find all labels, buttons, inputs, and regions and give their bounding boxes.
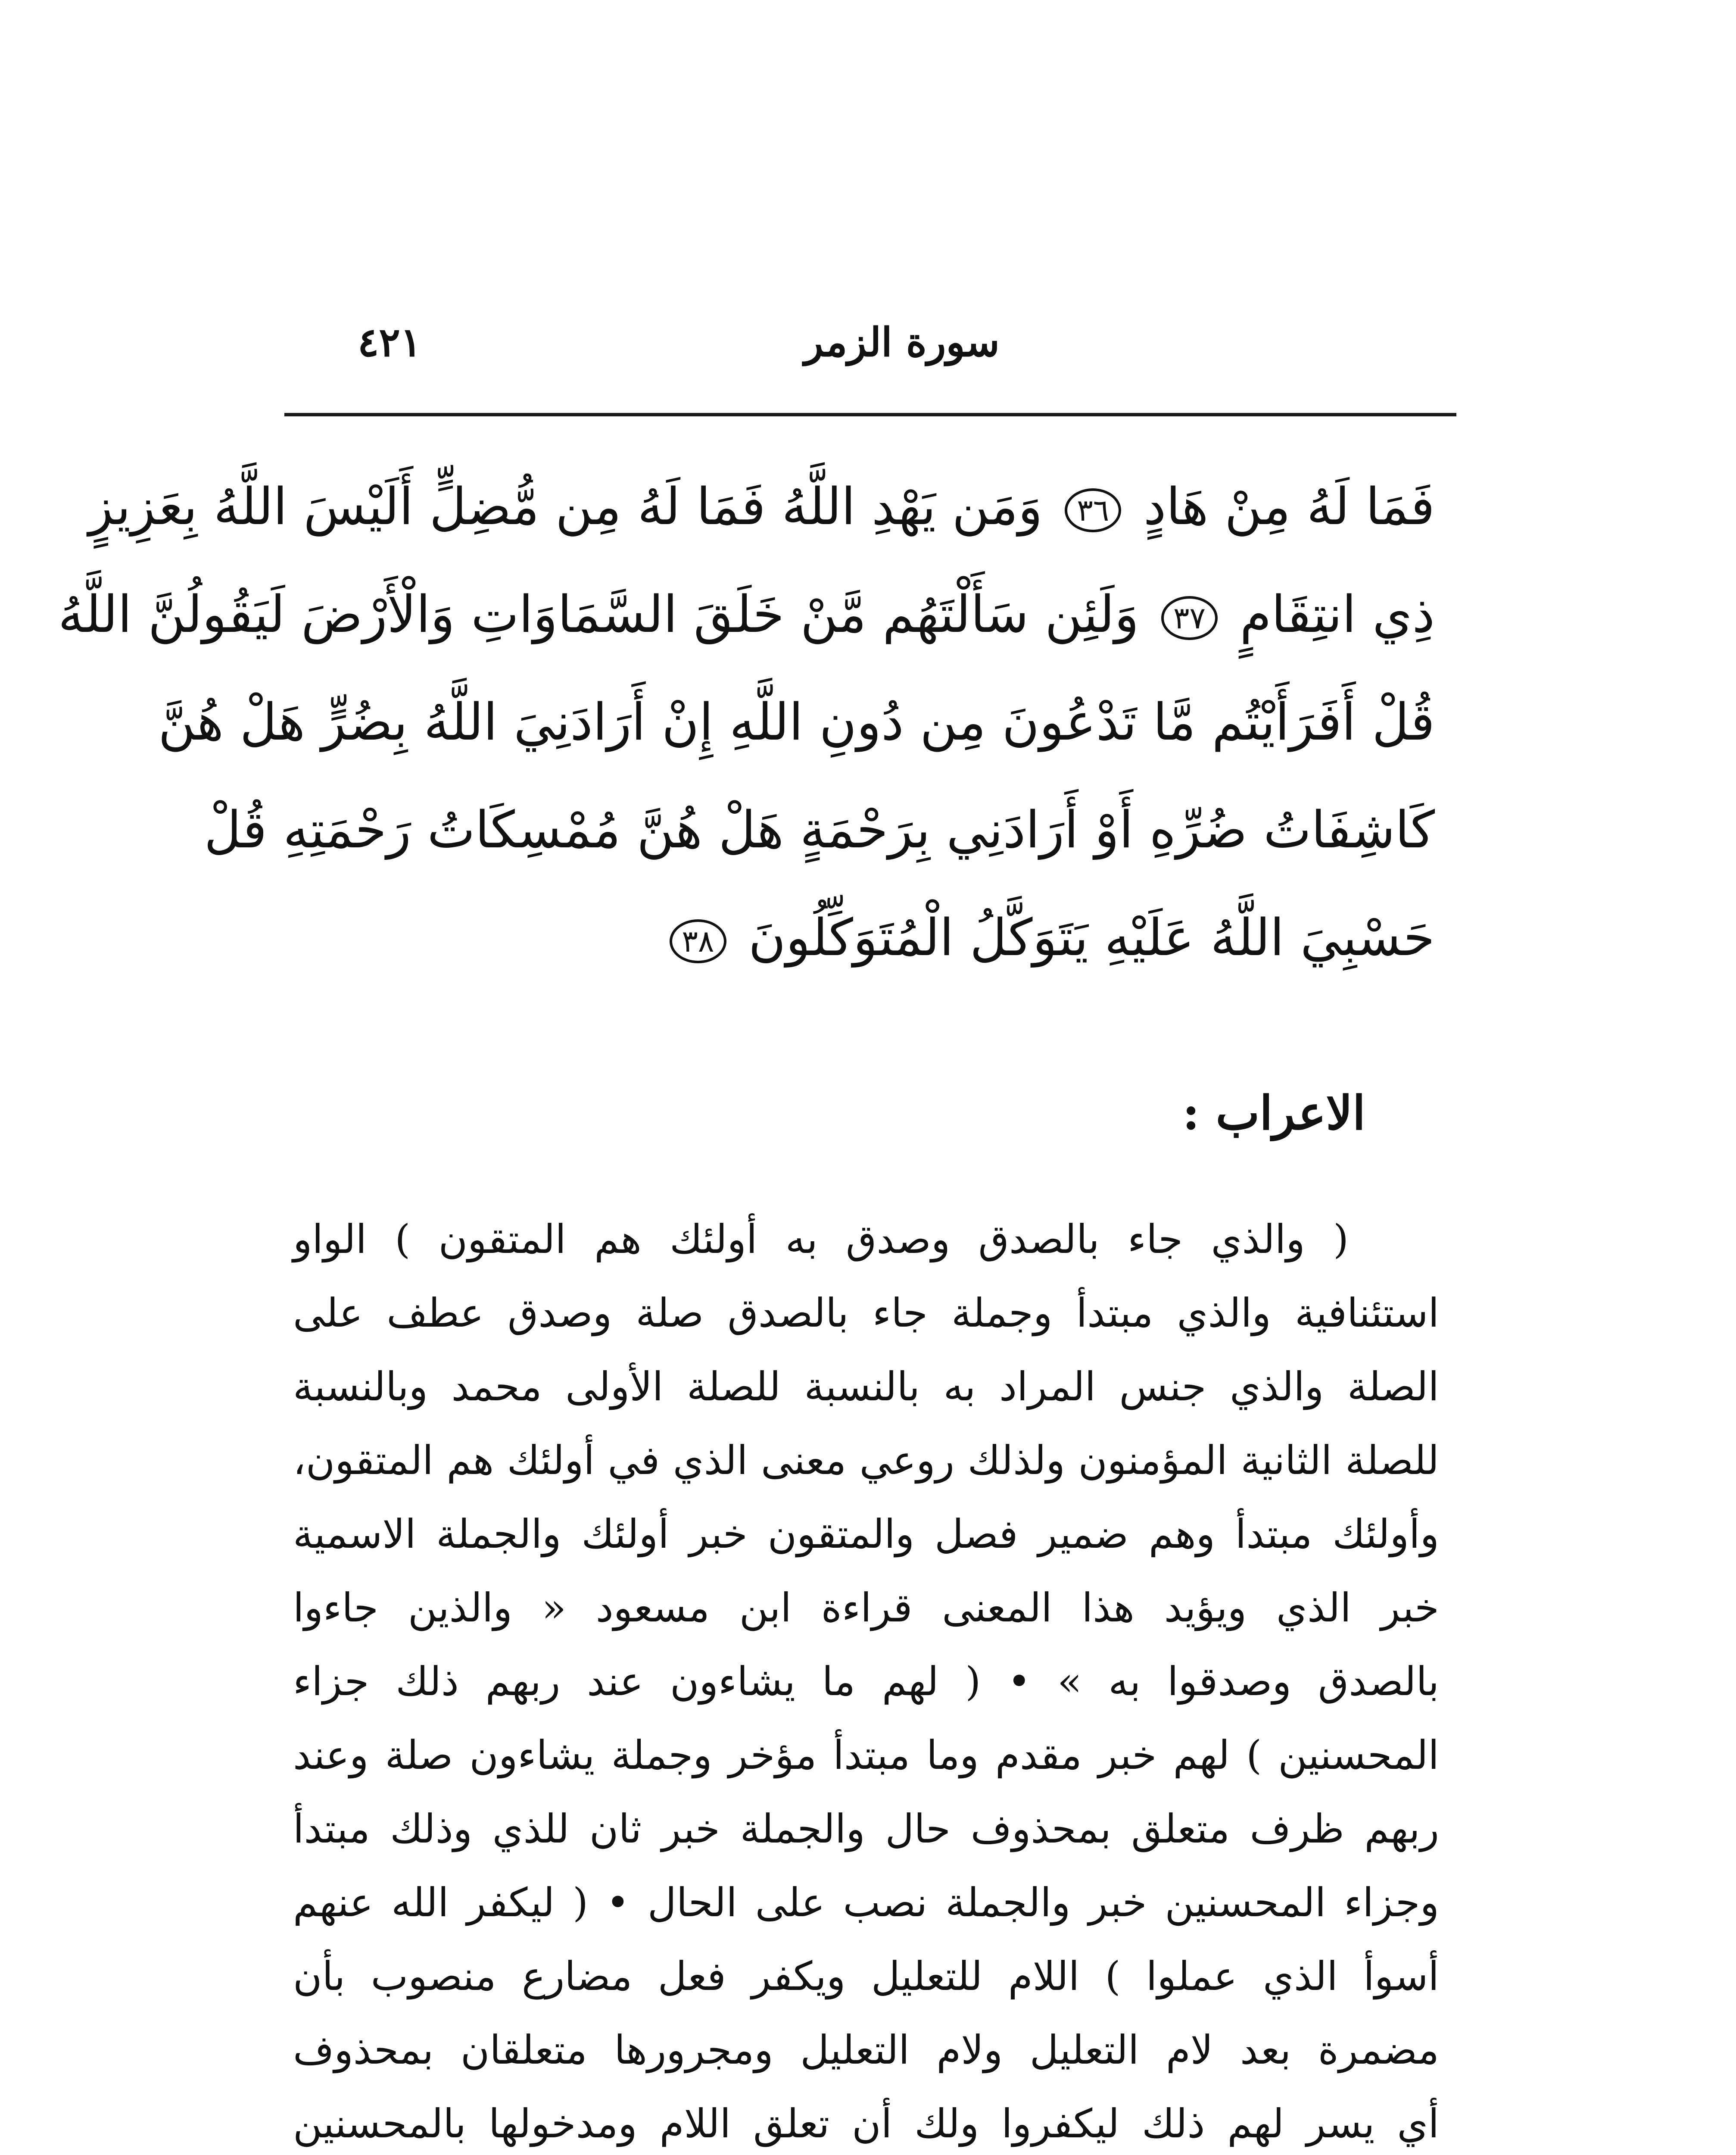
commentary-line: خبر الذي ويؤيد هذا المعنى قراءة ابن مسعود « والذين جاءوا: [293, 1585, 1439, 1631]
page-header: [353, 319, 1452, 371]
verse-text: وَلَئِن سَأَلْتَهُم مَّنْ خَلَقَ السَّمَاوَاتِ وَالْأَرْضَ لَيَقُولُنَّ اللَّهُ: [58, 584, 1139, 644]
verse-line: [88, 453, 1435, 560]
commentary-line: أسوأ الذي عملوا ) اللام للتعليل ويكفر فعل مضارع منصوب بأن: [293, 1953, 1439, 1999]
commentary-line: أي يسر لهم ذلك ليكفروا ولك أن تعلق اللام ومدخولها بالمحسنين: [293, 2101, 1439, 2147]
verse-text: فَمَا لَهُ مِنْ هَادٍ: [1143, 477, 1435, 536]
verse-line: [58, 560, 1435, 668]
ayah-number-marker: ٣٦: [1065, 488, 1121, 532]
commentary-line: استئنافية والذي مبتدأ وجملة جاء بالصدق صلة وصدق عطف على: [293, 1290, 1439, 1336]
verse-text: ذِي انتِقَامٍ: [1240, 584, 1435, 644]
commentary-line: ربهم ظرف متعلق بمحذوف حال والجملة خبر ثان للذي وذلك مبتدأ: [293, 1806, 1439, 1852]
verse-line: [204, 776, 1435, 884]
commentary-line: بالصدق وصدقوا به » • ( لهم ما يشاءون عند ربهم ذلك جزاء: [293, 1658, 1439, 1705]
commentary-line: للصلة الثانية المؤمنون ولذلك روعي معنى الذي في أولئك هم المتقون،: [293, 1437, 1439, 1484]
header-divider: [284, 413, 1456, 416]
commentary-line: المحسنين ) لهم خبر مقدم وما مبتدأ مؤخر وجملة يشاءون صلة وعند: [293, 1732, 1439, 1778]
commentary-line: الصلة والذي جنس المراد به بالنسبة للصلة الأولى محمد وبالنسبة: [293, 1364, 1439, 1410]
verse-text: قُلْ أَفَرَأَيْتُم مَّا تَدْعُونَ مِن دُونِ اللَّهِ إِنْ أَرَادَنِيَ اللَّهُ بِضُرٍّ هَلْ هُنَّ: [158, 692, 1435, 752]
verse-line: [158, 668, 1435, 776]
commentary-text: [293, 1202, 1439, 2155]
surah-title: سورة الزمر: [804, 319, 1000, 365]
commentary-line: وأولئك مبتدأ وهم ضمير فصل والمتقون خبر أولئك والجملة الاسمية: [293, 1511, 1439, 1557]
verse-text: كَاشِفَاتُ ضُرِّهِ أَوْ أَرَادَنِي بِرَحْمَةٍ هَلْ هُنَّ مُمْسِكَاتُ رَحْمَتِهِ قُلْ: [204, 800, 1435, 859]
section-heading: الاعراب :: [1182, 1086, 1365, 1140]
commentary-line: وجزاء المحسنين خبر والجملة نصب على الحال • ( ليكفر الله عنهم: [293, 1880, 1439, 1926]
verse-text: حَسْبِيَ اللَّهُ عَلَيْهِ يَتَوَكَّلُ الْمُتَوَكِّلُونَ: [748, 908, 1435, 967]
commentary-line: ( والذي جاء بالصدق وصدق به أولئك هم المتقون ) الواو: [293, 1216, 1349, 1262]
verse-line: [327, 884, 1435, 991]
commentary-line: مضمرة بعد لام التعليل ولام التعليل ومجرورها متعلقان بمحذوف: [293, 2027, 1439, 2073]
ayah-number-marker: ٣٧: [1161, 596, 1218, 640]
page-number: ٤٢١: [358, 319, 422, 365]
quran-verses: [58, 453, 1435, 991]
verse-text: وَمَن يَهْدِ اللَّهُ فَمَا لَهُ مِن مُّضِلٍّ أَلَيْسَ اللَّهُ بِعَزِيزٍ: [88, 477, 1043, 536]
ayah-number-marker: ٣٨: [670, 919, 726, 963]
